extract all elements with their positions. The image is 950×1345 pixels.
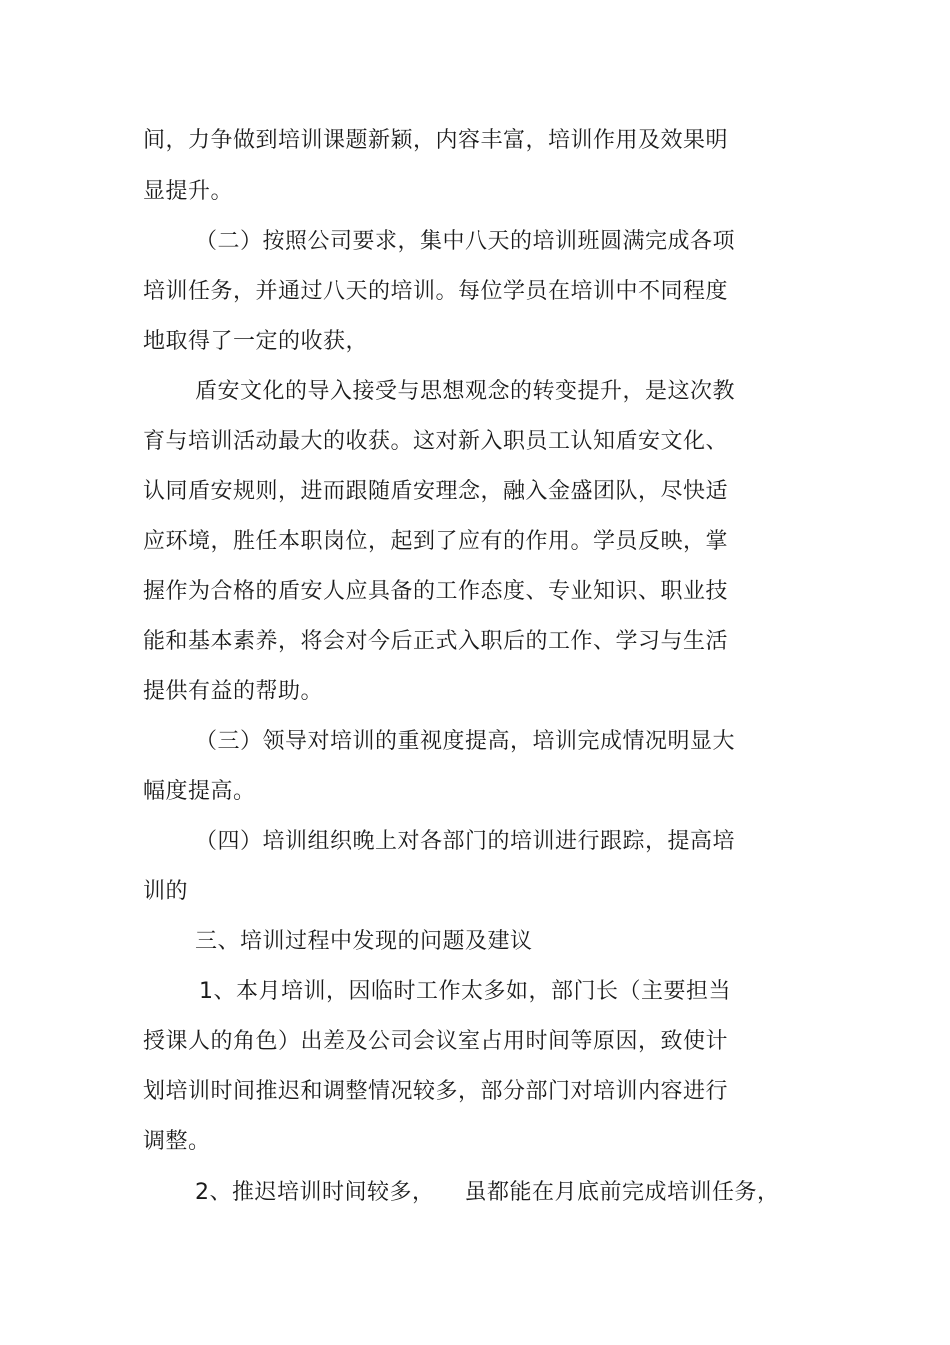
text-line: 1、本月培训，因临时工作太多如，部门长（主要担当: [199, 979, 731, 1004]
text-line: 握作为合格的盾安人应具备的工作态度、专业知识、职业技: [143, 579, 729, 604]
text-line: 幅度提高。: [143, 779, 256, 804]
text-line: （四）培训组织晚上对各部门的培训进行跟踪，提高培: [195, 829, 736, 854]
text-line: 训的: [143, 879, 189, 904]
text-line: 调整。: [143, 1129, 211, 1154]
text-line: 地取得了一定的收获，: [143, 329, 369, 354]
text-line: 提供有益的帮助。: [143, 679, 324, 704]
text-line: 能和基本素养，将会对今后正式入职后的工作、学习与生活: [143, 629, 729, 654]
text-line: 显提升。: [143, 179, 234, 204]
text-line: 划培训时间推迟和调整情况较多，部分部门对培训内容进行: [143, 1079, 729, 1104]
text-line: 培训任务，并通过八天的培训。每位学员在培训中不同程度: [143, 279, 729, 304]
text-line: （三）领导对培训的重视度提高，培训完成情况明显大: [195, 729, 736, 754]
text-line: 认同盾安规则，进而跟随盾安理念，融入金盛团队，尽快适: [143, 479, 729, 504]
text-line: 育与培训活动最大的收获。这对新入职员工认知盾安文化、: [143, 429, 729, 454]
text-line: 间，力争做到培训课题新颖，内容丰富，培训作用及效果明: [143, 128, 729, 153]
text-line: 2、推迟培训时间较多， 虽都能在月底前完成培训任务，: [195, 1180, 780, 1205]
text-line: 授课人的角色）出差及公司会议室占用时间等原因，致使计: [143, 1029, 729, 1054]
section-heading: 三、培训过程中发现的问题及建议: [195, 929, 533, 954]
text-line: 盾安文化的导入接受与思想观念的转变提升，是这次教: [195, 379, 736, 404]
text-line: （二）按照公司要求，集中八天的培训班圆满完成各项: [195, 229, 736, 254]
text-line: 应环境，胜任本职岗位，起到了应有的作用。学员反映，掌: [143, 529, 729, 554]
